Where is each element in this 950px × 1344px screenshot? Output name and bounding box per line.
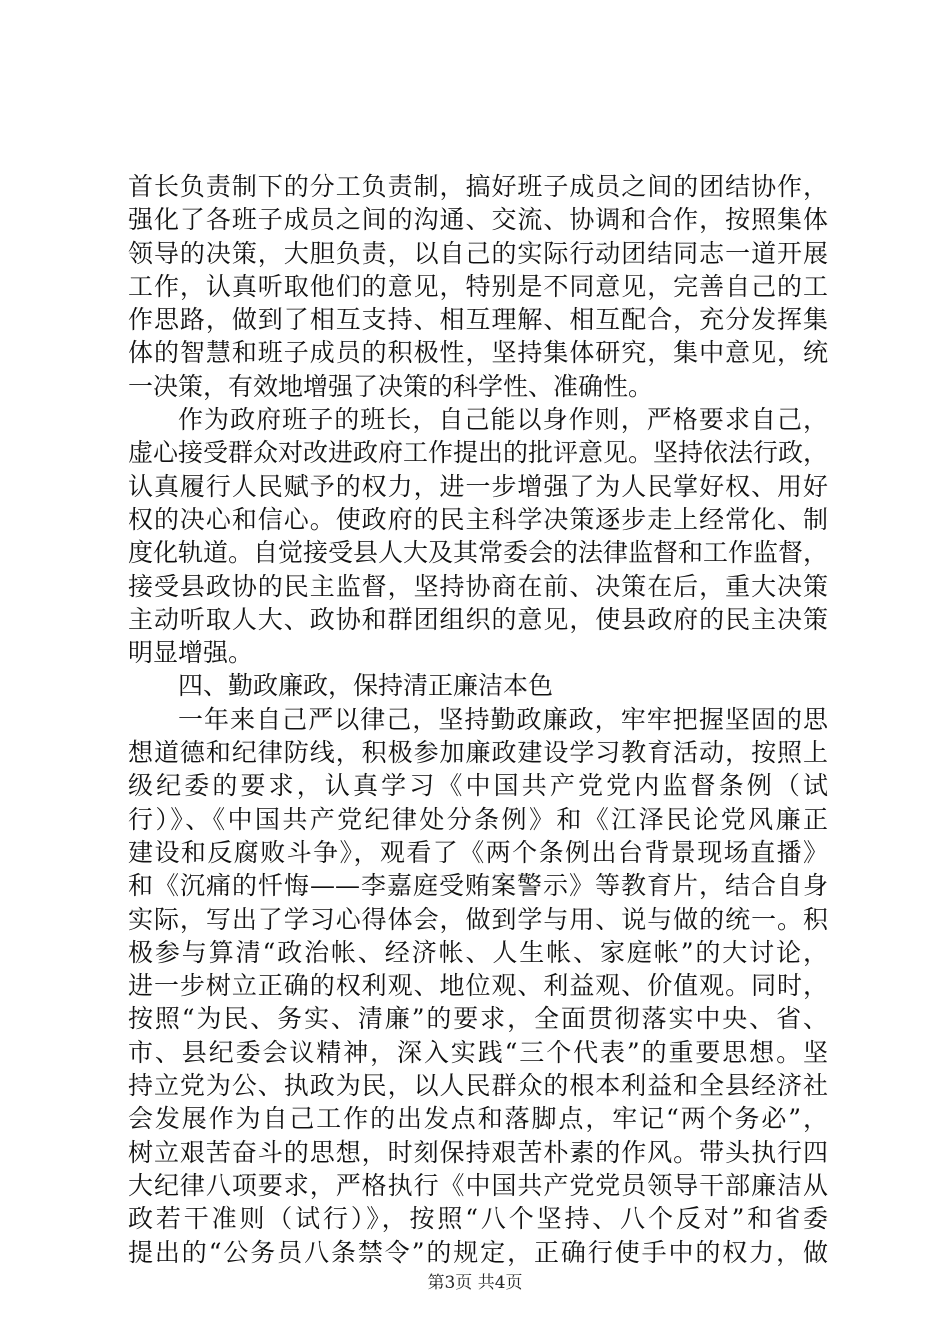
text-line: 主动听取人大、政协和群团组织的意见，使县政府的民主决策 [128,604,828,634]
text-line: 实际，写出了学习心得体会，做到学与用、说与做的统一。积 [128,904,828,934]
text-line: 建设和反腐败斗争》，观看了《两个条例出台背景现场直播》 [128,837,828,867]
text-line: 体的智慧和班子成员的积极性，坚持集体研究，集中意见，统 [128,338,828,368]
text-line: 领导的决策，大胆负责，以自己的实际行动团结同志一道开展 [128,238,828,268]
text-line: 极参与算清“政治帐、经济帐、人生帐、家庭帐”的大讨论， [128,937,828,967]
text-line: 权的决心和信心。使政府的民主科学决策逐步走上经常化、制 [128,504,828,534]
text-line: 明显增强。 [128,638,254,668]
text-line: 作思路，做到了相互支持、相互理解、相互配合，充分发挥集 [128,305,828,335]
text-line: 一年来自己严以律己，坚持勤政廉政，牢牢把握坚固的思 [178,704,828,734]
text-line: 提出的“公务员八条禁令”的规定，正确行使手中的权力，做 [128,1237,828,1267]
text-line: 树立艰苦奋斗的思想，时刻保持艰苦朴素的作风。带头执行四 [128,1137,828,1167]
text-line: 持立党为公、执政为民，以人民群众的根本利益和全县经济社 [128,1071,828,1101]
text-line: 大纪律八项要求，严格执行《中国共产党党员领导干部廉洁从 [128,1170,828,1200]
text-line: 四、勤政廉政，保持清正廉洁本色 [178,671,554,701]
text-line: 一决策，有效地增强了决策的科学性、准确性。 [128,371,654,401]
text-line: 强化了各班子成员之间的沟通、交流、协调和合作，按照集体 [128,205,828,235]
text-line: 和《沉痛的忏悔——李嘉庭受贿案警示》等教育片，结合自身 [128,871,828,901]
text-line: 认真履行人民赋予的权力，进一步增强了为人民掌好权、用好 [128,471,828,501]
text-line: 政若干准则（试行）》，按照“八个坚持、八个反对”和省委 [128,1204,828,1234]
text-line: 级纪委的要求，认真学习《中国共产党党内监督条例（试 [128,771,828,801]
text-line: 接受县政协的民主监督，坚持协商在前、决策在后，重大决策 [128,571,828,601]
text-line: 市、县纪委会议精神，深入实践“三个代表”的重要思想。坚 [128,1037,828,1067]
text-line: 首长负责制下的分工负责制，搞好班子成员之间的团结协作， [128,172,828,201]
text-line: 按照“为民、务实、清廉”的要求，全面贯彻落实中央、省、 [128,1004,828,1034]
text-line: 作为政府班子的班长，自己能以身作则，严格要求自己， [178,405,828,435]
text-line: 工作，认真听取他们的意见，特别是不同意见，完善自己的工 [128,271,828,301]
text-line: 进一步树立正确的权利观、地位观、利益观、价值观。同时， [128,971,828,1001]
text-line: 行）》、《中国共产党纪律处分条例》和《江泽民论党风廉正 [128,804,828,834]
text-line: 度化轨道。自觉接受县人大及其常委会的法律监督和工作监督， [128,538,828,568]
text-line: 会发展作为自己工作的出发点和落脚点，牢记“两个务必”， [128,1104,828,1134]
page-footer: 第3页 共4页 [427,1273,523,1293]
document-body [128,170,828,1269]
text-line: 想道德和纪律防线，积极参加廉政建设学习教育活动，按照上 [128,738,828,768]
text-line: 虚心接受群众对改进政府工作提出的批评意见。坚持依法行政， [128,438,828,468]
